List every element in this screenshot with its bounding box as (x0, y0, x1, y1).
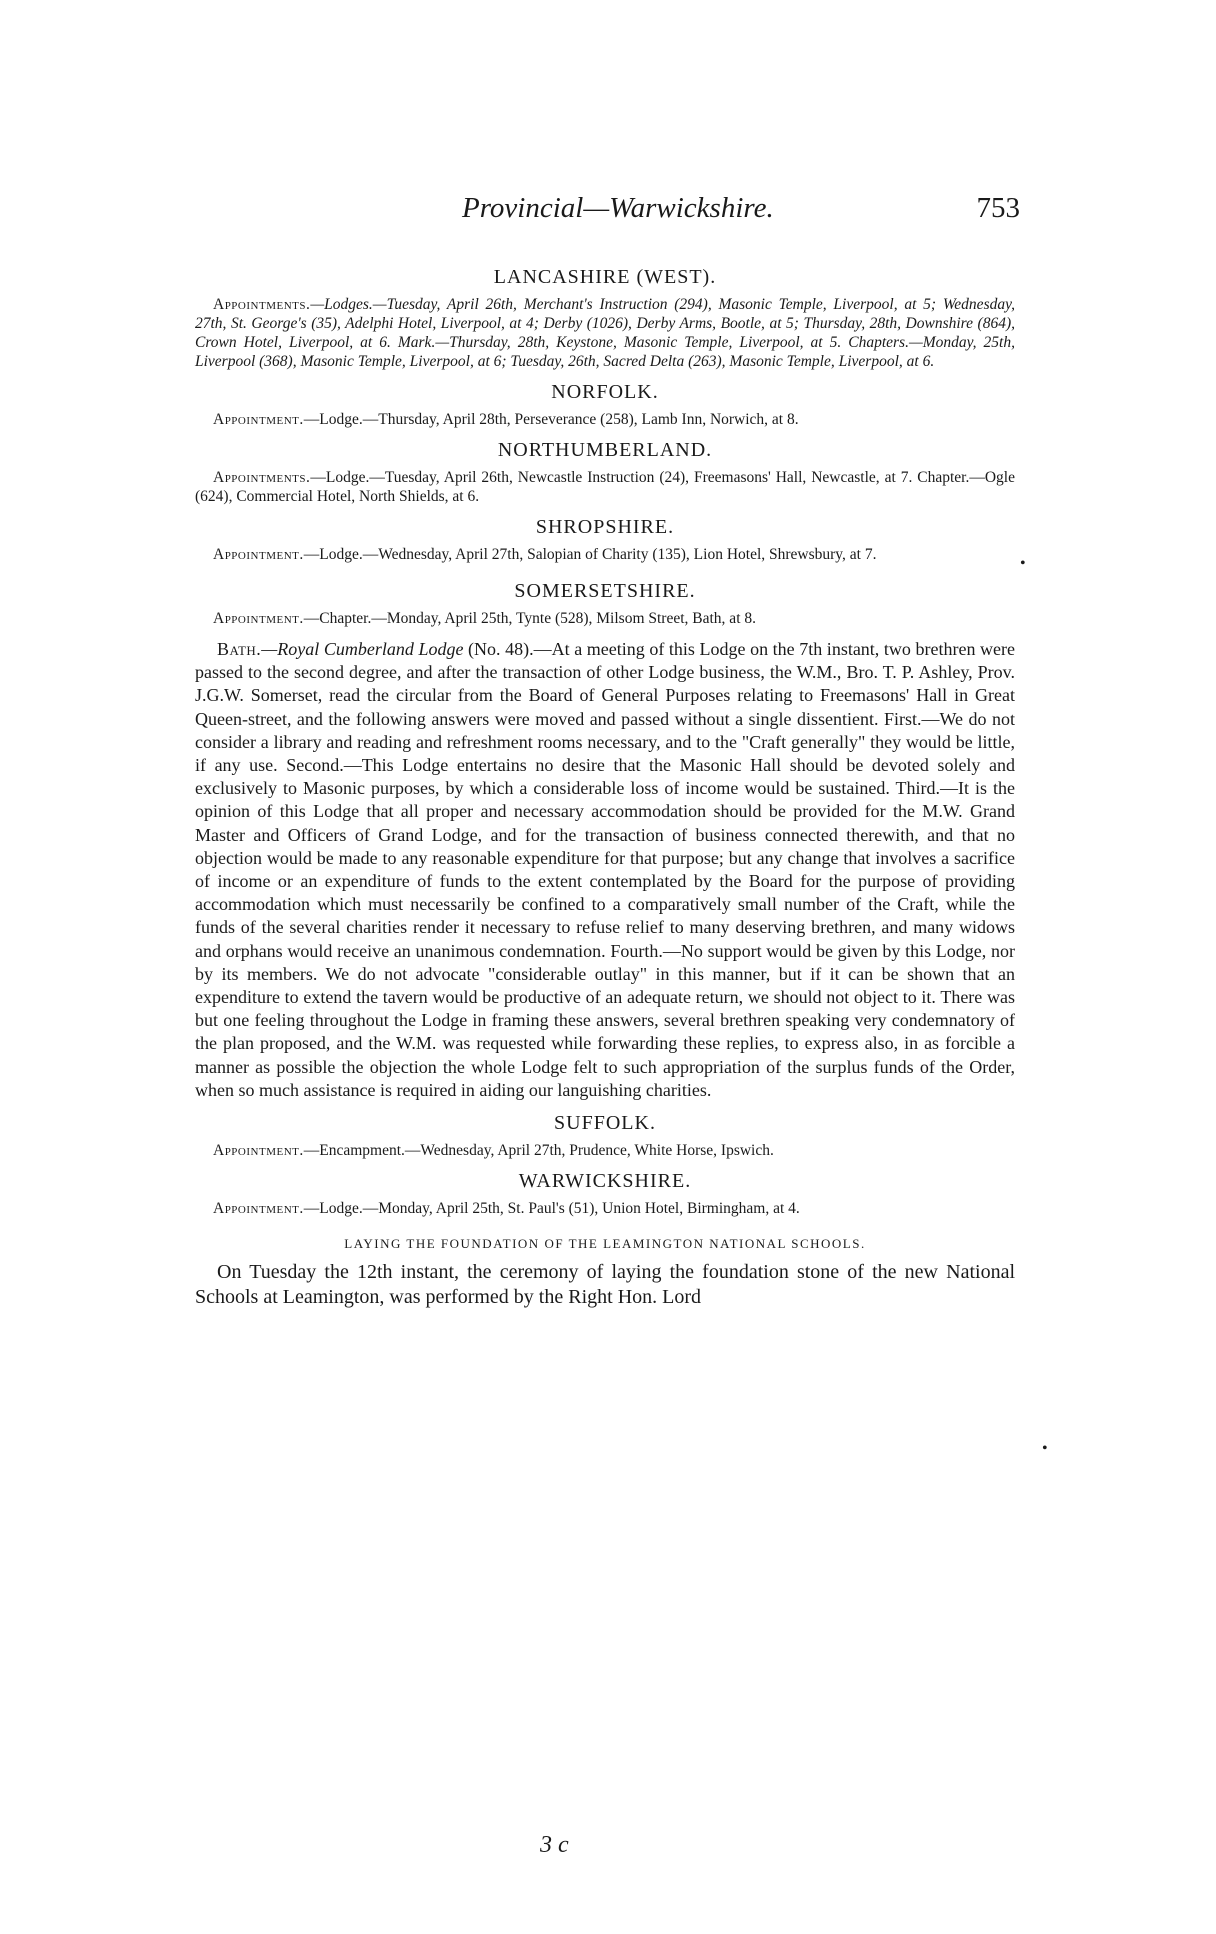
signature-mark: 3 c (540, 1832, 569, 1858)
appointment-norfolk (195, 410, 1015, 429)
section-heading-lancashire-west: LANCASHIRE (WEST). (493, 266, 717, 288)
bath-report-text: (No. 48).—At a meeting of this Lodge on the 7th instant, two brethren were passed to the second degree, and after the transaction of other Lodge business, the W.M., Bro. T. P. Ashley, Prov. J.G.W. Somerset, read the circular from the Board of General Purposes relating to Freemasons' Hall in Great Queen-street, and the following answers were moved and passed without a single dissentient. First.—We do not consider a library and reading and refreshment rooms necessary, and to the "Craft generally" they would be little, if any use. Second.—This Lodge entertains no desire that the Masonic Hall should be devoted solely and exclusively to Masonic purposes, by which a considerable loss of income would be sustained. Third.—It is the opinion of this Lodge that all proper and necessary accommodation should be provided for the M.W. Grand Master and Officers of Grand Lodge, and for the transaction of business connected therewith, and that no objection would be made to any reasonable expenditure for that purpose; but any change that involves a sacrifice of income or an expenditure of funds to the extent contemplated by the Board for the purpose of providing accommodation which must necessarily be confined to a comparatively small number of the Craft, while the funds of the several charities render it necessary to refuse relief to many deserving brethren, and many widows and orphans would receive an unanimous condemnation. Fourth.—No support would be given by this Lodge, nor by its members. We do not advocate "considerable outlay" in this manner, but if it can be shown that an expenditure to extend the tavern would be productive of an adequate return, we should not object to it. There was but one feeling throughout the Lodge in framing these answers, several brethren speaking very condemnatory of the plan proposed, and the W.M. was requested while forwarding these replies, to express also, in as forcible a manner as possible the objection the whole Lodge felt to such appropriation of the surplus funds of the Order, when so much assistance is required in aiding our languishing charities. (195, 639, 1015, 1100)
margin-mark: • (1042, 1440, 1048, 1457)
entry-text: —Lodge.—Monday, April 25th, St. Paul's (51), Union Hotel, Birmingham, at 4. (303, 1200, 800, 1218)
bath-lodge-name: —Royal Cumberland Lodge (261, 639, 464, 659)
running-title: Provincial—Warwickshire. (462, 192, 774, 224)
entry-label: Appointment. (213, 1200, 304, 1218)
margin-mark: • (1020, 555, 1026, 572)
appointment-somersetshire (195, 609, 1015, 628)
text-column (195, 266, 1015, 1310)
appointment-shropshire (195, 545, 1015, 564)
bath-report (195, 638, 1015, 1102)
bath-label: Bath. (217, 639, 262, 659)
entry-label: Appointment. (213, 411, 304, 428)
entry-label: Appointment. (213, 1142, 304, 1160)
entry-label: Appointments. (213, 469, 311, 486)
entry-text: —Lodge.—Tuesday, April 26th, Newcastle Instruction (24), Freemasons' Hall, Newcastle, at 7. Chapter.—Ogle (624), Commercial Hotel, North Shields, at 6. (195, 469, 1015, 505)
section-heading-shropshire: SHROPSHIRE. (535, 516, 675, 538)
entry-text: —Lodges.—Tuesday, April 26th, Merchant's Instruction (294), Masonic Temple, Liverpool, at 5; Wednesday, 27th, St. George's (35), Adelphi Hotel, Liverpool, at 4; Derby (1026), Derby Arms, Bootle, at 5; Thursday, 28th, Downshire (864), Crown Hotel, Liverpool, at 6. Mark.—Thursday, 28th, Keystone, Masonic Temple, Liverpool, at 5. Chapters.—Monday, 25th, Liverpool (368), Masonic Temple, Liverpool, at 6; Tuesday, 26th, Sacred Delta (263), Masonic Temple, Liverpool, at 6. (195, 296, 1015, 370)
appointment-warwickshire (195, 1199, 1015, 1218)
section-heading-somersetshire: SOMERSETSHIRE. (514, 580, 696, 602)
entry-label: Appointment. (213, 546, 304, 563)
section-heading-suffolk: SUFFOLK. (554, 1112, 656, 1135)
entry-text: —Chapter.—Monday, April 25th, Tynte (528), Milsom Street, Bath, at 8. (303, 610, 756, 627)
section-heading-norfolk: NORFOLK. (551, 381, 659, 403)
entry-text: —Lodge.—Thursday, April 28th, Perseverance (258), Lamb Inn, Norwich, at 8. (303, 411, 799, 428)
entry-label: Appointments. (213, 296, 311, 313)
page-number: 753 (976, 192, 1020, 224)
appointment-suffolk (195, 1141, 1015, 1160)
entry-text: —Lodge.—Wednesday, April 27th, Salopian of Charity (135), Lion Hotel, Shrewsbury, at 7. (303, 546, 877, 563)
appointments-lancashire-west (195, 295, 1015, 371)
entry-text: —Encampment.—Wednesday, April 27th, Prudence, White Horse, Ipswich. (303, 1142, 774, 1160)
article-subheading: LAYING THE FOUNDATION OF THE LEAMINGTON NATIONAL SCHOOLS. (344, 1236, 866, 1252)
section-heading-warwickshire: WARWICKSHIRE. (518, 1170, 692, 1193)
appointments-northumberland (195, 468, 1015, 506)
section-heading-northumberland: NORTHUMBERLAND. (497, 439, 713, 461)
running-head (200, 192, 1020, 232)
entry-label: Appointment. (213, 610, 304, 627)
article-lead-paragraph: On Tuesday the 12th instant, the ceremony of laying the foundation stone of the new National Schools at Leamington, was performed by the Right Hon. Lord (195, 1261, 1015, 1309)
